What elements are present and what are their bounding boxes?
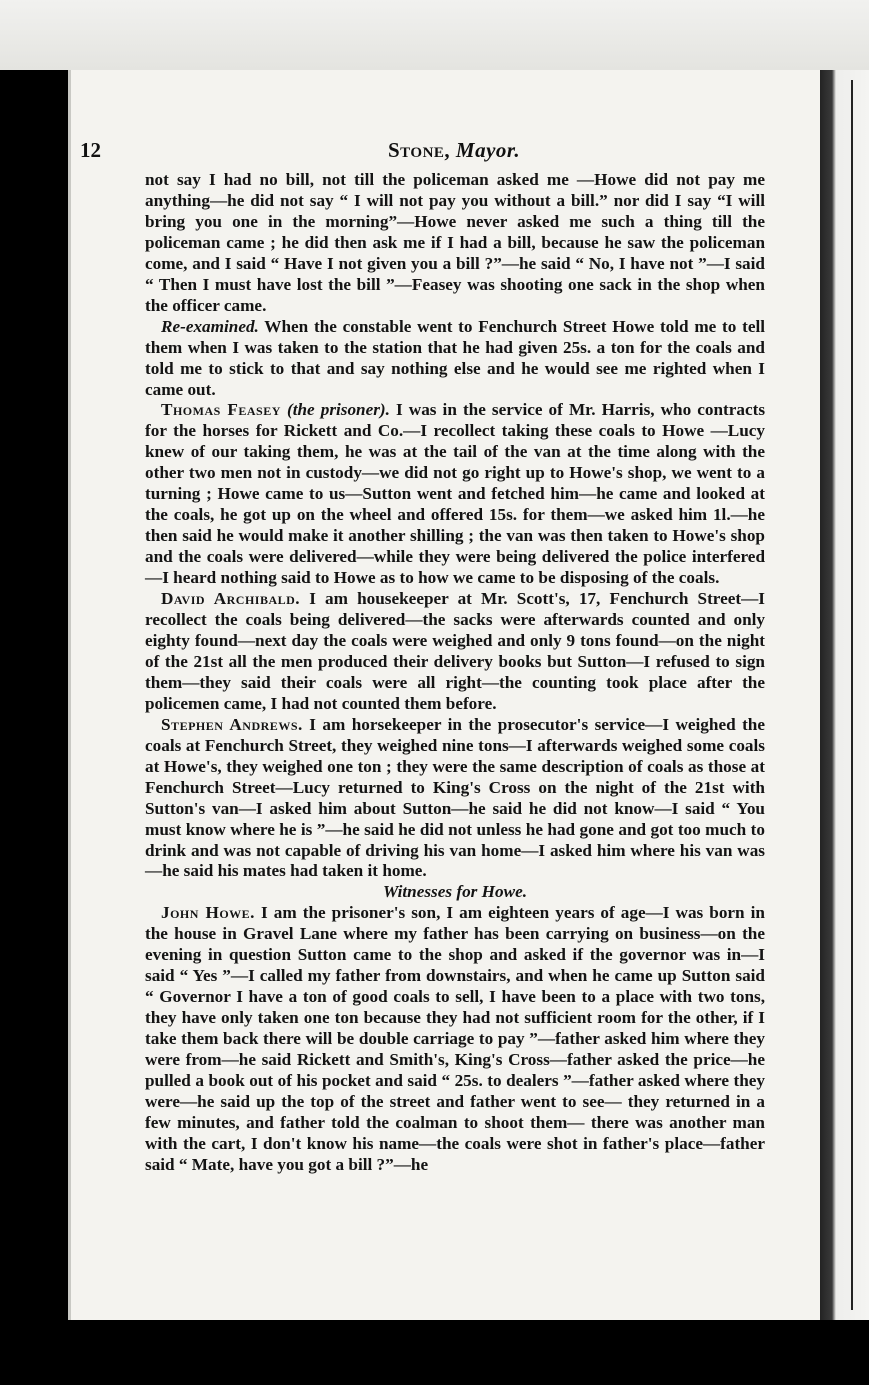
witness-name-john-howe: John Howe. xyxy=(161,903,255,923)
testimony-andrews: I am horsekeeper in the prosecutor's service—I weighed the coals at Fenchurch Street, they weighed nine tons—I afterwards weighed some coals at Howe's, they weighed one ton ; they were the same description of coals as those at Fenchurch Street—Lucy returned to King's Cross on the night of the 21st with Sutton's van—I asked him about Sutton—he said he did not know—I said “ You must know where he is ”—he said he did not unless he had gone and got too much to drink and was not capable of driving his van home—I asked him where his van was —he said his mates had taken it home. xyxy=(145,714,765,881)
section-heading: Witnesses for Howe. xyxy=(382,882,528,902)
title-name: Stone, xyxy=(388,138,451,162)
testimony-feasey: I was in the service of Mr. Harris, who contracts for the horses for Rickett and Co.—I recollect taking these coals to Howe —Lucy knew of our taking them, he was at the tail of the van at the time along with the other two men not in custody—we did not go right up to Howe's shop, we went to a turning ; Howe came to us—Sutton went and fetched him—he came and looked at the coals, he got up on the wheel and offered 15s. for them—we asked him 1l.—he then said he would make it another shilling ; the van was then taken to Howe's shop and the coals were delivered—while they were being delivered the police interfered—I heard nothing said to Howe as to how we came to be disposing of the coals. xyxy=(145,400,766,588)
paragraph-john-howe xyxy=(145,903,765,1175)
paragraph-continuation: not say I had no bill, not till the policeman asked me —Howe did not pay me anything—he did not say “ I will not pay you without a bill.” nor did I say “I will bring you one in the morning”—Howe never asked me such a thing till the policeman came ; he did then ask me if I had a bill, because he saw the policeman come, and I said “ Have I not given you a bill ?”—he said “ No, I have not ”—I said “ Then I must have lost the bill ”—Feasey was shooting one sack in the shop when the officer came. xyxy=(145,170,765,315)
running-head xyxy=(80,138,700,164)
scan-top-margin xyxy=(0,0,869,70)
body-text xyxy=(145,170,765,1176)
re-examined-text: When the constable went to Fenchurch Street Howe told me to tell them when I was taken to the station that he had given 25s. a ton for the coals and told me to stick to that and say nothing else and he would see me righted when I came out. xyxy=(145,316,765,399)
paragraph-stephen-andrews xyxy=(145,715,765,883)
witness-name-andrews: Stephen Andrews. xyxy=(161,714,303,734)
testimony-archibald: I am housekeeper at Mr. Scott's, 17, Fenchurch Street—I recollect the coals being delivered—the sacks were afterwards counted and only eighty found—next day the coals were weighed and only 9 tons found—on the night of the 21st all the men produced their delivery books but Sutton—I refused to sign them—they said their coals were all right—the counting took place after the policemen came, I had not counted them before. xyxy=(145,589,765,713)
paragraph-thomas-feasey xyxy=(145,400,765,589)
title-role: Mayor. xyxy=(455,138,521,162)
running-title xyxy=(388,138,520,163)
re-examined-label: Re-examined. xyxy=(161,316,259,336)
witness-role-feasey: (the prisoner). xyxy=(286,400,390,420)
page-edge-shadow xyxy=(820,70,869,1320)
witness-name-feasey: Thomas Feasey xyxy=(161,400,281,420)
testimony-john-howe: I am the prisoner's son, I am eighteen years of age—I was born in the house in Gravel Lane where my father has been carrying on business—on the evening in question Sutton came to the shop and asked if the governor was in—I said “ Yes ”—I called my father from downstairs, and when he came up Sutton said “ Governor I have a ton of good coals to sell, I have been to a place with two tons, they have only taken one ton because they had not sufficient room for the other, if I take them back there will be double carriage to pay ”—father asked him where they were from—he said Rickett and Smith's, King's Cross—father asked the price—he pulled a book out of his pocket and said “ 25s. to dealers ”—father asked where they were—he said up the top of the street and father went to see— they returned in a few minutes, and father told the coalman to shoot them— there was another man with the cart, I don't know his name—the coals were shot in father's place—father said “ Mate, have you got a bill ?”—he xyxy=(145,903,765,1174)
paragraph-re-examined xyxy=(145,317,765,401)
witness-name-archibald: David Archibald. xyxy=(161,589,301,609)
page-edge-line xyxy=(851,80,853,1310)
paragraph-david-archibald xyxy=(145,589,765,715)
page-number: 12 xyxy=(80,138,101,162)
